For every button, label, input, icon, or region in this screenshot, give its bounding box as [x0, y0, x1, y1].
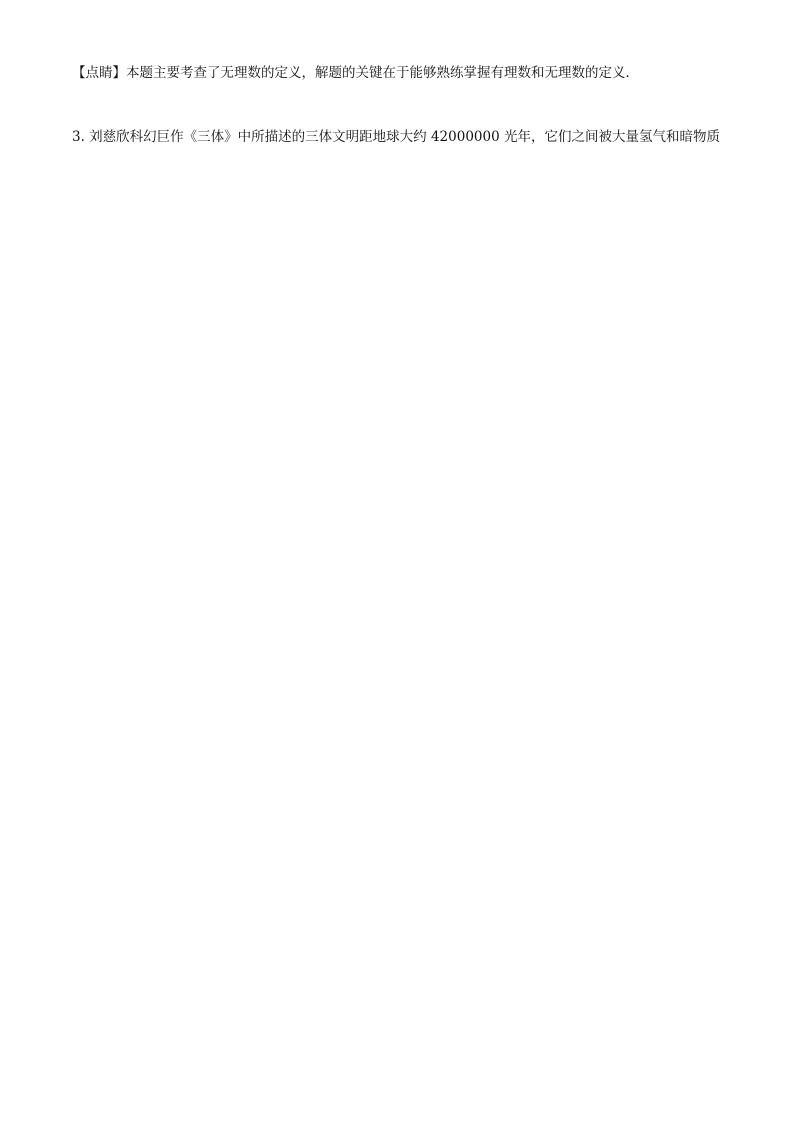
- text-line: 3. 刘慈欣科幻巨作《三体》中所描述的三体文明距地球大约 42000000 光年，它们之间被大量氢气和暗物质: [72, 129, 720, 145]
- pointers-note: [72, 63, 639, 83]
- text-line: 【点睛】本题主要考查了无理数的定义，解题的关键在于能够熟练掌握有理数和无理数的定义．: [72, 65, 639, 81]
- question-3-stem-line1: [72, 127, 720, 147]
